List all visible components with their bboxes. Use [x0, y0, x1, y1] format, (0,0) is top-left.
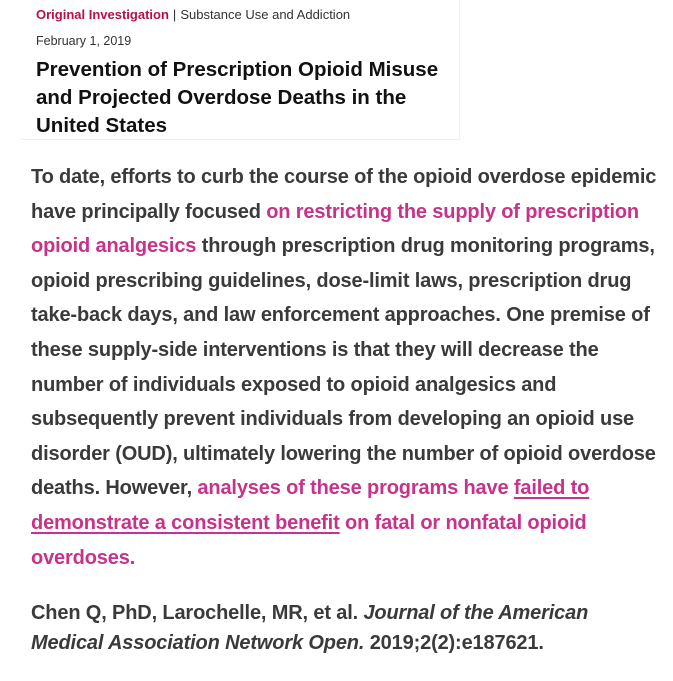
- failed-benefit-link[interactable]: failed to demonstrate a consistent benefit: [31, 477, 590, 534]
- article-header-card: [20, 0, 460, 140]
- kicker-separator: |: [172, 7, 177, 22]
- quote-text-part1: To date, efforts to curb the course of the opioid overdose epidemic have principally focused: [31, 166, 657, 223]
- quote-text-part2: through prescription drug monitoring programs, opioid prescribing guidelines, dose-limit laws, prescription drug take-back days, and law enforcement approaches. One premise of these supply-side interventions is that they will decrease the number of individuals exposed to opioid analgesics and subsequently prevent individuals from developing an opioid use disorder (OUD), ultimately lowering the number of opioid overdose deaths. However,: [31, 235, 656, 500]
- citation-authors: Chen Q, PhD, Larochelle, MR, et al.: [31, 602, 364, 624]
- article-title: Prevention of Prescription Opioid Misuse and Projected Overdose Deaths in the United States: [36, 58, 439, 137]
- quote-highlight-overdoses: on fatal or nonfatal opioid overdoses.: [31, 511, 587, 569]
- citation: [31, 598, 661, 658]
- section-label[interactable]: Original Investigation: [36, 7, 169, 22]
- quote-highlight-supply: on restricting the supply of prescription opioid analgesics: [31, 200, 639, 258]
- publication-date: February 1, 2019: [36, 34, 132, 48]
- article-kicker: [36, 7, 350, 23]
- citation-reference: 2019;2(2):e187621.: [364, 632, 544, 654]
- quote-paragraph: [31, 160, 661, 575]
- citation-journal: Journal of the American Medical Association Network Open.: [31, 602, 589, 654]
- quote-highlight-analyses: analyses of these programs have: [197, 477, 514, 500]
- topic-label[interactable]: Substance Use and Addiction: [180, 7, 351, 22]
